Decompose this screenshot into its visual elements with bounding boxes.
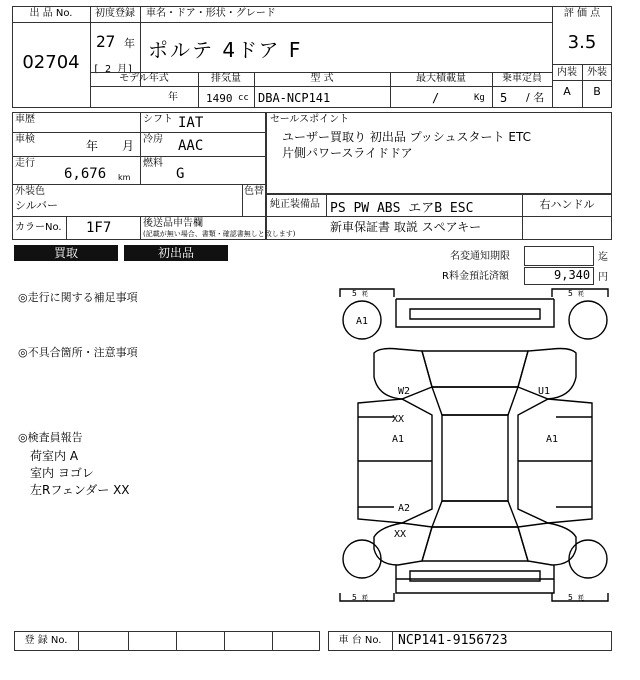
ac-label: 冷房	[143, 134, 163, 145]
inspector-line-3: 左Rフェンダー XX	[30, 483, 130, 497]
buy-badge: 買取	[14, 245, 118, 261]
capacity-label: 乗車定員	[502, 73, 542, 84]
max-load-value: /	[432, 91, 440, 105]
name-change-value	[524, 246, 594, 266]
exterior-color-value: シルバー	[15, 199, 58, 212]
tire-front-right: 5	[568, 289, 573, 298]
recycle-fee-unit: 円	[598, 272, 608, 283]
interior-label: 内装	[557, 67, 577, 78]
mileage-value: 6,676	[64, 166, 107, 182]
tire-unit-fr: 粍	[578, 291, 585, 298]
shift-value: IAT	[178, 115, 204, 131]
name-change-unit: 迄	[598, 252, 608, 263]
lot-number-label: 出 品 No.	[29, 8, 73, 19]
inspector-title: ◎検査員報告	[18, 431, 83, 444]
first-listing-badge: 初出品	[124, 245, 228, 261]
chassis-no-value: NCP141-9156723	[398, 633, 508, 648]
displacement-unit: cc	[238, 93, 249, 103]
handle-side: 右ハンドル	[539, 198, 595, 211]
score-value: 3.5	[567, 32, 597, 53]
chassis-no-label: 車 台 No.	[338, 635, 382, 646]
exterior-grade: B	[593, 85, 601, 98]
model-code: DBA-NCP141	[258, 91, 331, 105]
mark-right-front-door: U1	[538, 386, 551, 397]
lot-number: 02704	[22, 52, 80, 73]
mark-left-front-fender: XX	[392, 414, 405, 425]
history-label: 車歴	[15, 114, 35, 125]
max-load-label: 最大積載量	[416, 73, 466, 84]
model-year-unit: 年	[168, 92, 178, 103]
equipment-items: PS PW ABS エアB ESC	[330, 201, 474, 216]
equipment-line2: 新車保証書 取説 スペアキー	[330, 220, 482, 234]
inspector-line-1: 荷室内 A	[30, 449, 79, 463]
post-doc-label: 後送品申告欄	[143, 218, 203, 229]
model-year-label: モデル年式	[119, 73, 169, 84]
car-name-label: 車名・ドア・形状・グレード	[146, 8, 276, 19]
recycle-fee-label: R料金預託済額	[442, 271, 509, 282]
fuel-label: 燃料	[143, 158, 163, 169]
fuel-value: G	[176, 166, 185, 182]
equipment-label: 純正装備品	[270, 199, 320, 210]
max-load-unit: Kg	[474, 93, 485, 103]
inspector-line-2: 室内 ヨゴレ	[30, 466, 94, 480]
displacement-label: 排気量	[211, 73, 241, 84]
score-label: 評 価 点	[563, 8, 601, 19]
tire-unit-fl: 粍	[362, 291, 369, 298]
first-registration-month: [ 2 月]	[93, 64, 134, 75]
mark-left-front-door: W2	[398, 386, 411, 397]
capacity-value: 5	[500, 91, 508, 105]
color-change-label: 色替	[244, 186, 264, 197]
damage-diagram	[338, 287, 612, 603]
recycle-fee-value: 9,340	[554, 268, 591, 282]
sales-point-label: セールスポイント	[270, 114, 350, 125]
defects-title: ◎不具合箇所・注意事項	[18, 346, 138, 359]
mark-left-rear-fender: XX	[394, 529, 407, 540]
mileage-unit: km	[118, 173, 131, 182]
mark-front-bumper: A1	[356, 316, 369, 327]
tire-rear-right: 5	[568, 593, 573, 602]
tire-rear-left: 5	[352, 593, 357, 602]
year-unit: 年	[124, 37, 135, 50]
mark-right-mid: A1	[546, 434, 559, 445]
inspection-month: 月	[122, 139, 135, 153]
first-registration-label: 初度登録	[95, 8, 135, 19]
mark-left-mid: A1	[392, 434, 405, 445]
car-name: ポルテ 4ドア F	[148, 38, 303, 62]
color-no-label: カラーNo.	[15, 222, 62, 233]
tire-unit-rr: 粍	[578, 595, 585, 602]
first-registration-year: 27	[96, 32, 116, 51]
exterior-color-label: 外装色	[15, 186, 45, 197]
driving-notes-title: ◎走行に関する補足事項	[18, 291, 138, 304]
model-label: 型 式	[310, 73, 334, 84]
exterior-label: 外装	[587, 67, 607, 78]
sales-point-line2: 片側パワースライドドア	[282, 146, 413, 160]
mileage-label: 走行	[15, 158, 35, 169]
color-no-value: 1F7	[86, 220, 112, 236]
displacement-value: 1490	[206, 92, 233, 105]
ac-value: AAC	[178, 138, 204, 154]
capacity-unit: / 名	[526, 91, 545, 104]
inspection-label: 車検	[15, 134, 35, 145]
tire-front-left: 5	[352, 289, 357, 298]
inspection-year: 年	[86, 139, 99, 153]
interior-grade: A	[563, 85, 571, 98]
shift-label: シフト	[143, 114, 173, 125]
name-change-label: 名変通知期限	[450, 251, 510, 262]
registration-no-label: 登 録 No.	[24, 635, 68, 646]
sales-point-line1: ユーザー買取り 初出品 プッシュスタート ETC	[282, 130, 531, 144]
mark-left-rear-door: A2	[398, 503, 411, 514]
tire-unit-rl: 粍	[362, 595, 369, 602]
post-doc-note: (記載が無い場合、書類・確認書無しと致します)	[143, 230, 296, 238]
